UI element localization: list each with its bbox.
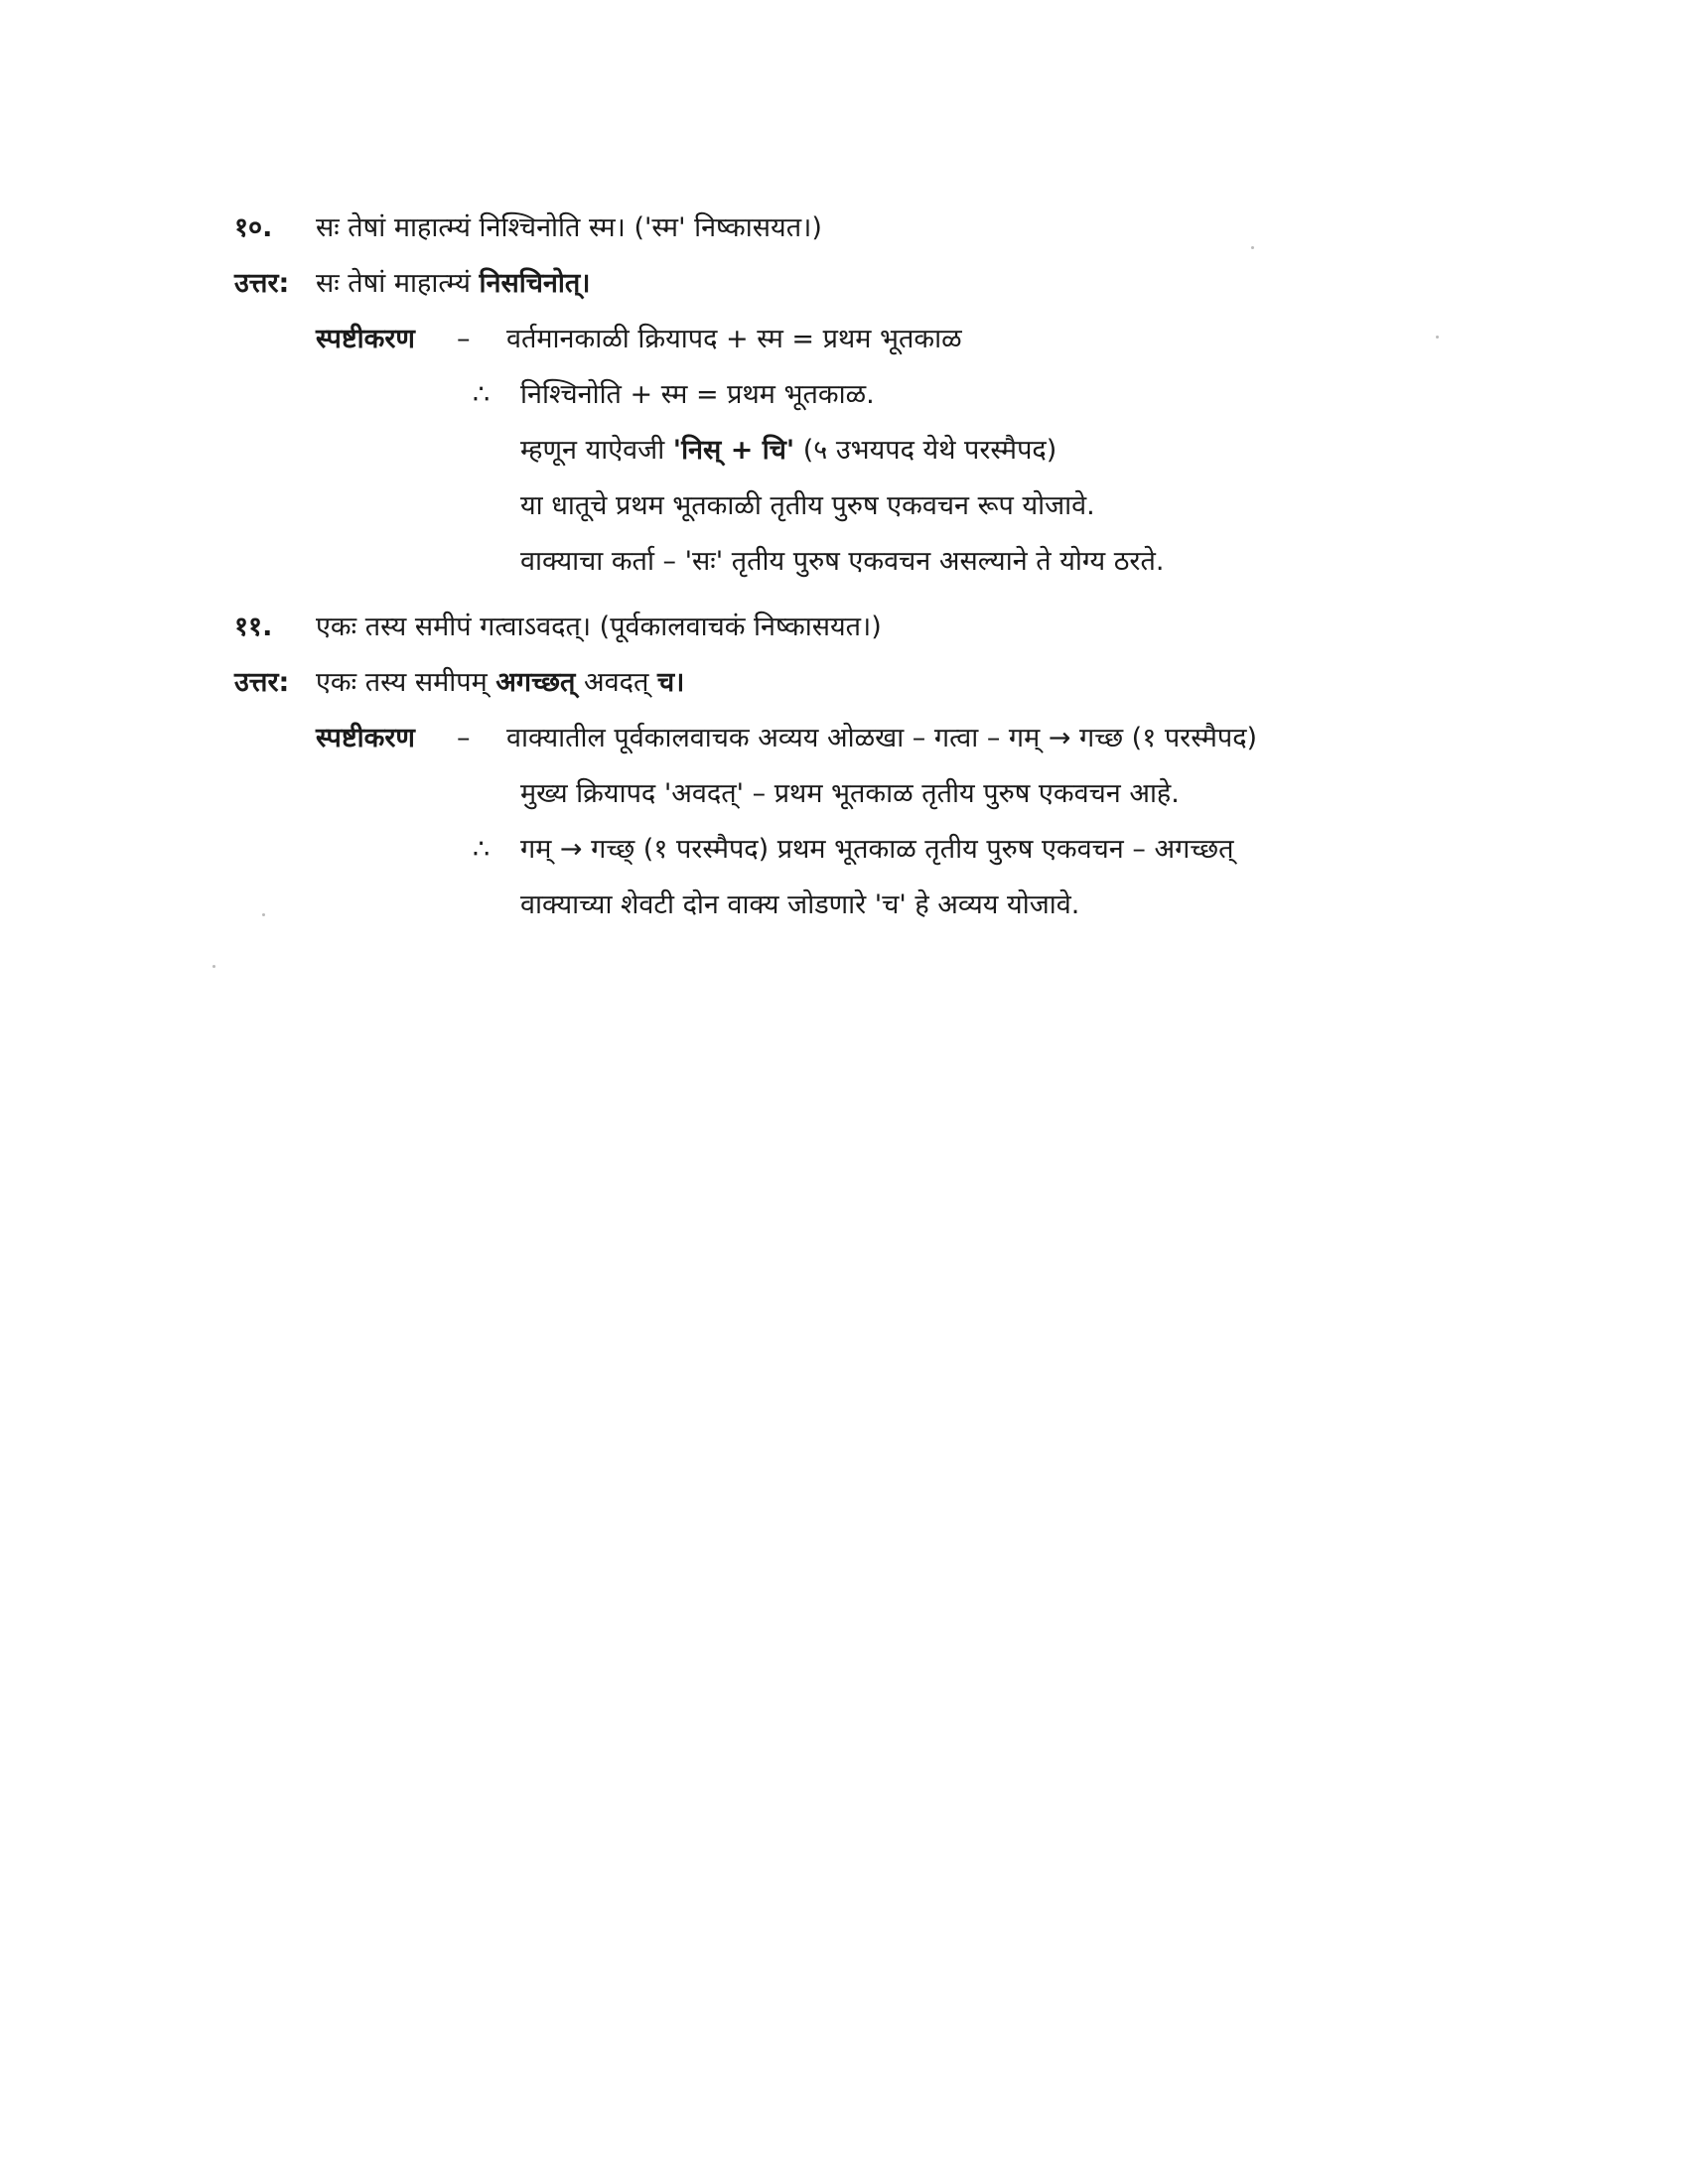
explanation-line: या धातूचे प्रथम भूतकाळी तृतीय पुरुष एकवचन रूप योजावे. (520, 490, 1095, 521)
explanation-row (234, 886, 1505, 941)
question-block-10 (234, 208, 1505, 598)
question-number: १०. (234, 212, 273, 243)
answer-label: उत्तर: (234, 667, 290, 698)
explanation-row (234, 486, 1505, 542)
answer-plain: सः तेषां माहात्म्यं (316, 268, 480, 299)
explanation-row (234, 431, 1505, 486)
answer-line (234, 663, 1505, 719)
question-text: एकः तस्य समीपं गत्वाऽवदत्। (पूर्वकालवाचकं निष्कासयत।) (316, 612, 882, 642)
explanation-row (234, 375, 1505, 431)
explanation-row (234, 830, 1505, 886)
answer-bold: निसचिनोत्। (479, 268, 591, 299)
answer-plain: एकः तस्य समीपम् (316, 667, 496, 698)
explanation-line: वाक्याच्या शेवटी दोन वाक्य जोडणारे 'च' हे अव्यय योजावे. (520, 889, 1080, 920)
answer-label: उत्तर: (234, 268, 290, 299)
explanation-dash: – (457, 324, 471, 354)
scan-speck (262, 913, 265, 916)
answer-bold: च। (656, 667, 685, 698)
question-number: ११. (234, 612, 273, 642)
question-block-11 (234, 608, 1505, 941)
explanation-line: निश्चिनोति + स्म = प्रथम भूतकाळ. (520, 379, 875, 410)
answer-text (316, 264, 590, 304)
answer-text (316, 663, 684, 703)
scan-speck (1251, 246, 1254, 249)
explanation-row (234, 542, 1505, 598)
explanation-line: मुख्य क्रियापद 'अवदत्' – प्रथम भूतकाळ तृतीय पुरुष एकवचन आहे. (520, 778, 1180, 809)
explanation-line (520, 431, 1056, 471)
explanation-row (234, 320, 1505, 375)
explanation-line: वाक्यातील पूर्वकालवाचक अव्यय ओळखा – गत्वा – गम् → गच्छ (१ परस्मैपद) (506, 723, 1258, 753)
answer-bold: अगच्छत् (495, 667, 576, 698)
explanation-label: स्पष्टीकरण (316, 324, 415, 354)
answer-line (234, 264, 1505, 320)
explanation-label: स्पष्टीकरण (316, 723, 415, 753)
scan-speck (212, 965, 215, 968)
explanation-line: वर्तमानकाळी क्रियापद + स्म = प्रथम भूतकाळ (506, 324, 962, 354)
answer-plain: अवदत् (575, 667, 657, 698)
question-text: सः तेषां माहात्म्यं निश्चिनोति स्म। ('स्म' निष्कासयत।) (316, 212, 822, 243)
question-line (234, 208, 1505, 264)
explanation-line: वाक्याचा कर्ता – 'सः' तृतीय पुरुष एकवचन असल्याने ते योग्य ठरते. (520, 546, 1165, 577)
explanation-row (234, 719, 1505, 774)
explanation-text: (५ उभयपद येथे परस्मैपद) (794, 435, 1057, 466)
therefore-symbol: ∴ (473, 834, 491, 865)
explanation-row (234, 774, 1505, 830)
therefore-symbol: ∴ (473, 379, 491, 410)
explanation-bold: 'निस् + चि' (672, 435, 795, 466)
explanation-dash: – (457, 723, 471, 753)
scan-speck (1436, 336, 1439, 339)
explanation-text: म्हणून याऐवजी (520, 435, 673, 466)
explanation-line: गम् → गच्छ् (१ परस्मैपद) प्रथम भूतकाळ तृतीय पुरुष एकवचन – अगच्छत् (520, 834, 1234, 865)
question-line (234, 608, 1505, 663)
